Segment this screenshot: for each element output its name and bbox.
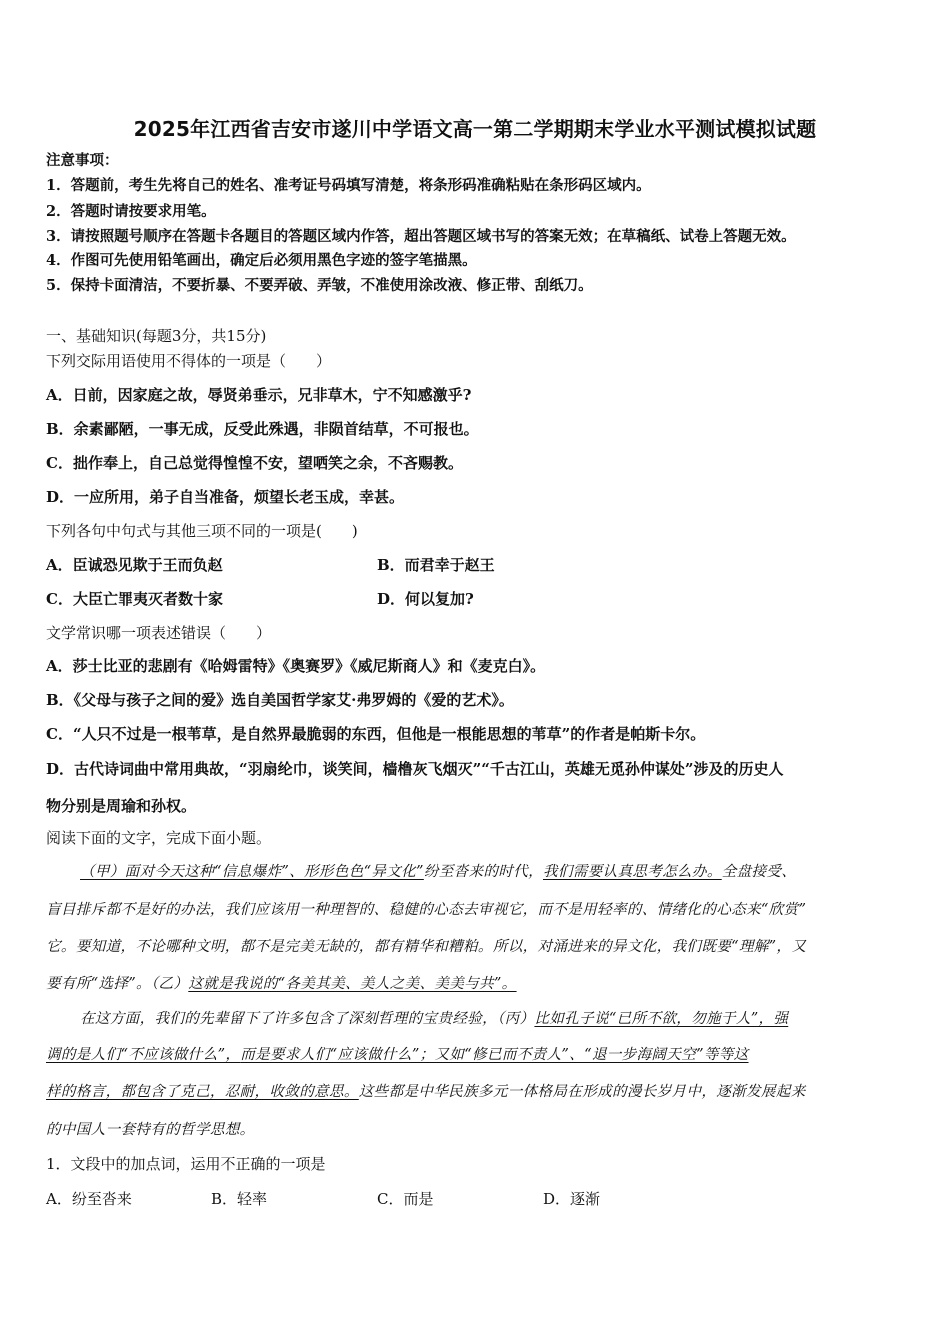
notice-item: 2．答题时请按要求用笔。	[46, 203, 216, 220]
underlined-sentence: 这就是我说的“各美其美、美人之美、美美与共”。	[188, 975, 517, 992]
underlined-sentence: 比如孔子说“已所不欲，勿施于人”，强	[534, 1010, 789, 1027]
passage-text: 要有所“选择”。（乙）	[46, 975, 189, 992]
option-a: A．莎士比亚的悲剧有《哈姆雷特》《奥赛罗》《威尼斯商人》和《麦克白》。	[46, 657, 546, 675]
option-b: B．《父母与孩子之间的爱》选自美国哲学家艾·弗罗姆的《爱的艺术》。	[46, 691, 514, 709]
passage-text: 这些都是中华民族多元一体格局在形成的漫长岁月中，逐渐发展起来	[358, 1083, 806, 1100]
notice-item: 4．作图可先使用铅笔画出，确定后必须用黑色字迹的签字笔描黑。	[46, 252, 477, 269]
option-c: C．而是	[377, 1190, 434, 1208]
question-stem: 文学常识哪一项表述错误（ ）	[46, 624, 272, 642]
reading-intro: 阅读下面的文字，完成下面小题。	[46, 829, 272, 847]
option-d-continued: 物分别是周瑜和孙权。	[46, 797, 197, 815]
option-d: D．古代诗词曲中常用典故，“羽扇纶巾，谈笑间，樯橹灰飞烟灭”“千古江山，英雄无觅孙仲谋处”涉及的历史人	[46, 760, 784, 778]
underlined-sentence: （甲）面对今天这种“信息爆炸”、形形色色“异文化”	[80, 863, 424, 880]
question-stem: 下列交际用语使用不得体的一项是（ ）	[46, 352, 332, 370]
passage-line: 它。要知道，不论哪种文明，都不是完美无缺的，都有精华和糟粕。所以，对涌进来的异文化，我们既要“理解”，又	[46, 938, 807, 955]
passage-line	[46, 1045, 749, 1065]
option-c: C．拙作奉上，自己总觉得惶惶不安，望哂笑之余，不吝赐教。	[46, 454, 463, 472]
underlined-sentence: 调的是人们“不应该做什么”，	[46, 1046, 241, 1063]
question-stem: 下列各句中句式与其他三项不同的一项是( )	[46, 522, 358, 540]
option-c: C．“人只不过是一根苇草，是自然界最脆弱的东西，但他是一根能思想的苇草”的作者是帕斯卡尔。	[46, 725, 706, 743]
passage-line	[46, 1082, 806, 1102]
underlined-sentence: 我们需要认真思考怎么办。	[542, 863, 722, 880]
notice-item: 1．答题前，考生先将自己的姓名、准考证号码填写清楚，将条形码准确粘贴在条形码区域内。	[46, 177, 651, 194]
notice-heading: 注意事项：	[46, 152, 119, 169]
option-b: B．轻率	[211, 1190, 268, 1208]
notice-item: 3．请按照题号顺序在答题卡各题目的答题区域内作答，超出答题区域书写的答案无效；在草稿纸、试卷上答题无效。	[46, 228, 796, 245]
option-a: A．纷至沓来	[46, 1190, 132, 1208]
option-b: B．余素鄙陋，一事无成，反受此殊遇，非陨首结草，不可报也。	[46, 420, 479, 438]
passage-line	[80, 1009, 788, 1029]
option-a: A．臣诚恐见欺于王而负赵	[46, 556, 223, 574]
option-d: D．何以复加?	[377, 590, 474, 608]
passage-line	[80, 862, 796, 882]
option-b: B．而君幸于赵王	[377, 556, 495, 574]
underlined-sentence: 样的格言，都包含了克己，忍耐，收敛的意思。	[46, 1083, 359, 1100]
section-heading: 一、基础知识(每题3分，共15分)	[46, 327, 267, 345]
passage-text: 纷至沓来的时代，	[423, 863, 543, 880]
page-title: 2025年江西省吉安市遂川中学语文高一第二学期期末学业水平测试模拟试题	[133, 117, 817, 141]
option-c: C．大臣亡罪夷灭者数十家	[46, 590, 223, 608]
question-stem: 1．文段中的加点词，运用不正确的一项是	[46, 1155, 326, 1173]
passage-line: 盲目排斥都不是好的办法，我们应该用一种理智的、稳健的心态去审视它，而不是用轻率的、情绪化的心态来“欣赏”	[46, 901, 807, 918]
option-d: D．逐渐	[543, 1190, 601, 1208]
passage-line	[46, 974, 517, 994]
underlined-sentence: 而是要求人们“应该做什么”；又如“修已而不责人”、“退一步海阔天空”等等这	[240, 1046, 749, 1063]
option-a: A．日前，因家庭之故，辱贤弟垂示，兄非草木，宁不知感激乎?	[46, 386, 472, 404]
passage-text: 全盘接受、	[721, 863, 797, 880]
notice-item: 5．保持卡面清洁，不要折暴、不要弄破、弄皱，不准使用涂改液、修正带、刮纸刀。	[46, 277, 593, 294]
option-d: D．一应所用，弟子自当准备，烦望长老玉成，幸甚。	[46, 488, 405, 506]
passage-text: 在这方面，我们的先辈留下了许多包含了深刻哲理的宝贵经验，（丙）	[80, 1010, 535, 1027]
passage-line: 的中国人一套特有的哲学思想。	[46, 1121, 255, 1138]
